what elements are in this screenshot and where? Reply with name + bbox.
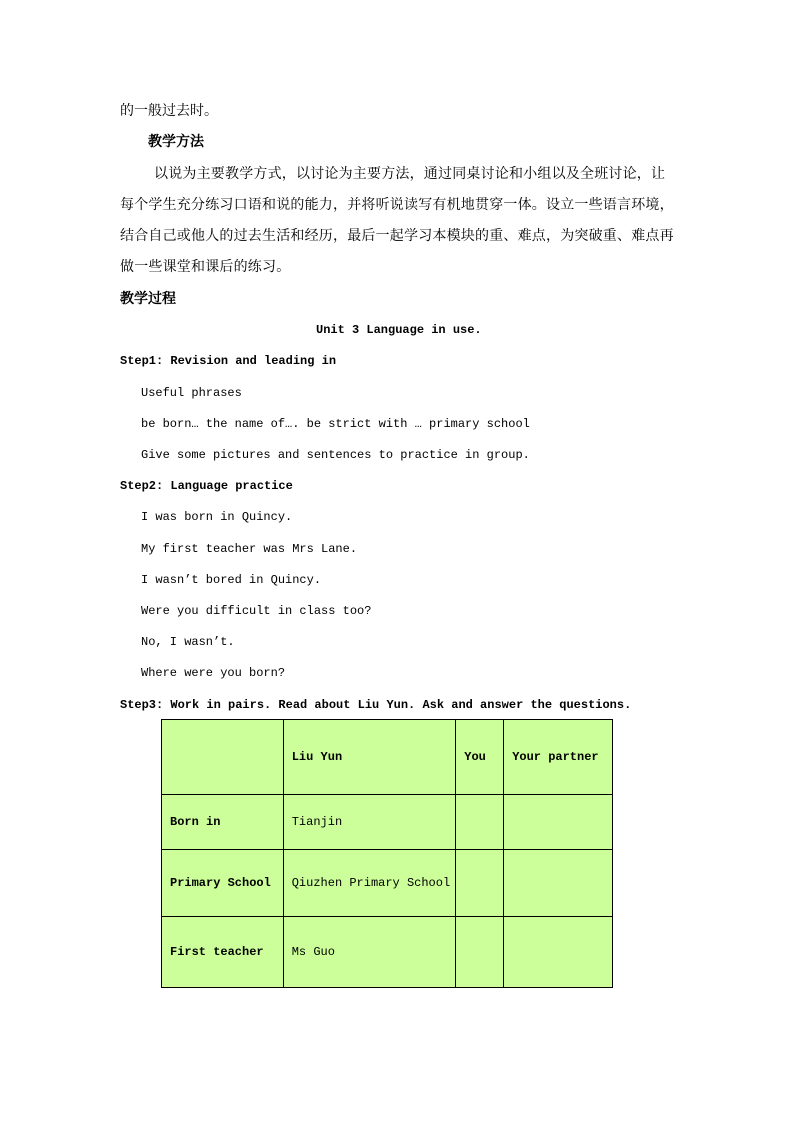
row-label-cell: Primary School [162,850,284,917]
teaching-method-paragraph: 以说为主要教学方式，以讨论为主要方法，通过同桌讨论和小组以及全班讨论，让每个学生充分练习口语和说的能力，并将听说读写有机地贯穿一体。设立一些语言环境，结合自己或他人的过去生活和经历，最后一起学习本模块的重、难点，为突破重、难点再做一些课堂和课后的练习。 [120,166,674,275]
step1-line: be born… the name of…. be strict with … primary school [141,417,530,431]
step3-title: Step3: Work in pairs. Read about Liu Yun. Ask and answer the questions. [120,698,632,712]
step2-line: Where were you born? [141,666,286,680]
table-cell: Tianjin [283,795,456,850]
table-header-cell: You [456,720,504,795]
table-header-cell: Liu Yun [283,720,456,795]
step1-line: Useful phrases [141,386,242,400]
table-cell [456,850,504,917]
teaching-method-heading: 教学方法 [148,134,204,150]
table-header-row [162,720,613,795]
table-header-cell [162,720,284,795]
step1-title: Step1: Revision and leading in [120,354,337,368]
row-label-cell: First teacher [162,917,284,988]
unit-title: Unit 3 Language in use. [316,323,482,337]
intro-tail-text: 的一般过去时。 [120,103,218,119]
step1-line: Give some pictures and sentences to practice in group. [141,448,530,462]
teaching-process-heading: 教学过程 [120,291,176,307]
pair-work-table [161,719,613,988]
table-cell [504,795,613,850]
step2-line: My first teacher was Mrs Lane. [141,542,358,556]
table-row [162,917,613,988]
table-cell [456,917,504,988]
step2-line: No, I wasn’t. [141,635,235,649]
table-cell [504,850,613,917]
table-row [162,850,613,917]
table-cell: Ms Guo [283,917,456,988]
table-header-cell: Your partner [504,720,613,795]
step2-line: I was born in Quincy. [141,510,293,524]
step2-title: Step2: Language practice [120,479,293,493]
table-cell [504,917,613,988]
table-cell: Qiuzhen Primary School [283,850,456,917]
table-row [162,795,613,850]
row-label-cell: Born in [162,795,284,850]
step2-line: I wasn’t bored in Quincy. [141,573,322,587]
step2-line: Were you difficult in class too? [141,604,372,618]
table-cell [456,795,504,850]
